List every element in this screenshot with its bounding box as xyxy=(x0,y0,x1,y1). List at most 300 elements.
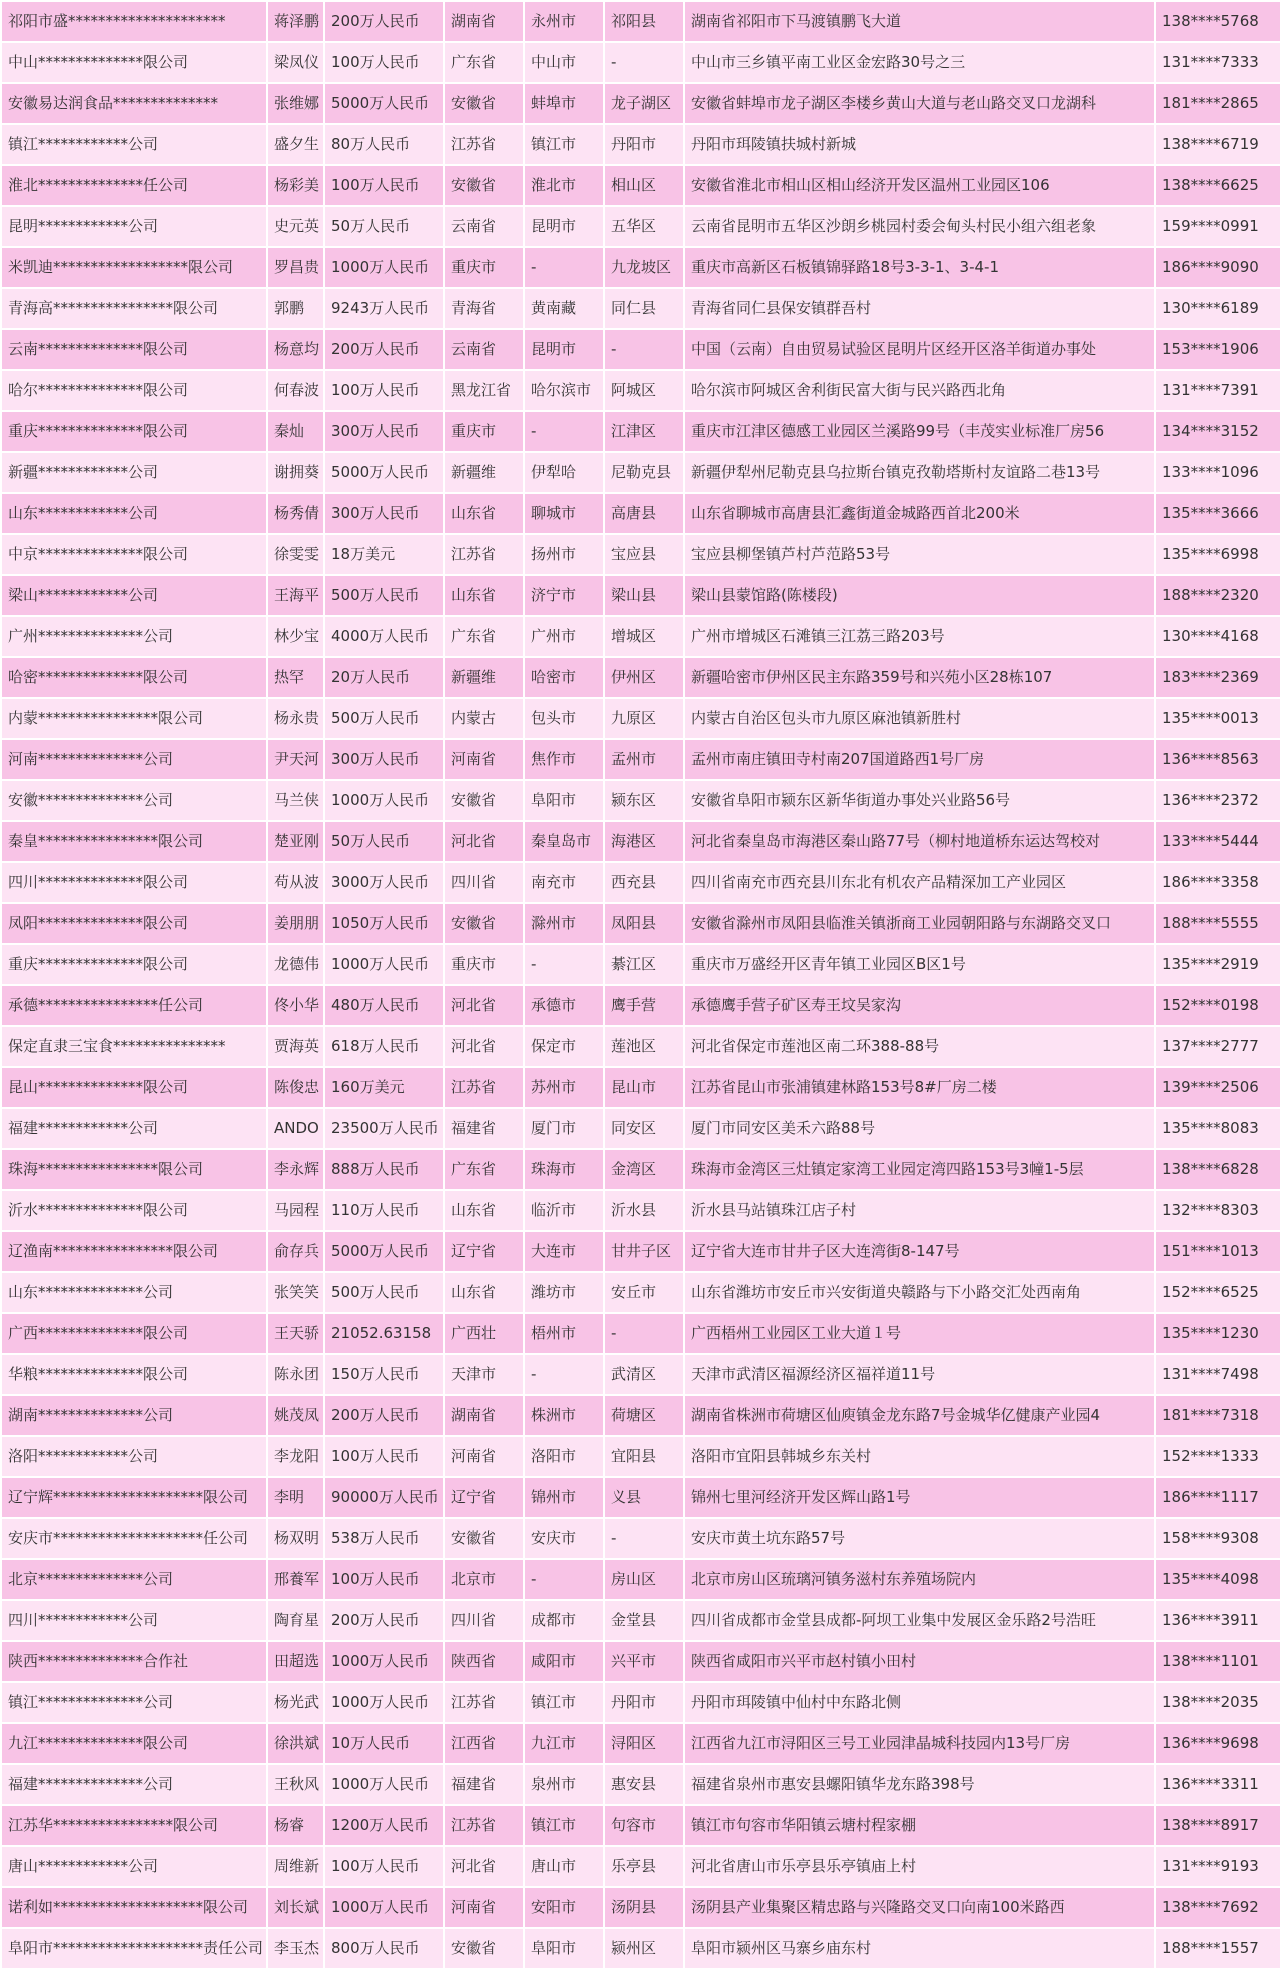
address-cell: 安徽省阜阳市颍东区新华街道办事处兴业路56号 xyxy=(684,780,1155,821)
district-cell: 尼勒克县 xyxy=(604,452,684,493)
legal-person-cell: 李明 xyxy=(267,1477,324,1518)
address-cell: 广州市增城区石滩镇三江荔三路203号 xyxy=(684,616,1155,657)
city-cell: 昆明市 xyxy=(524,329,604,370)
city-cell: 扬州市 xyxy=(524,534,604,575)
district-cell: 伊州区 xyxy=(604,657,684,698)
district-cell: 丹阳市 xyxy=(604,124,684,165)
company-name-cell: 福建************公司 xyxy=(1,1108,267,1149)
phone-cell: 130****6189 xyxy=(1155,288,1281,329)
legal-person-cell: 杨光武 xyxy=(267,1682,324,1723)
company-name-cell: 安徽**************公司 xyxy=(1,780,267,821)
address-cell: 江苏省昆山市张浦镇建林路153号8#厂房二楼 xyxy=(684,1067,1155,1108)
city-cell: 泉州市 xyxy=(524,1764,604,1805)
province-cell: 福建省 xyxy=(444,1764,524,1805)
phone-cell: 139****2506 xyxy=(1155,1067,1281,1108)
phone-cell: 137****2777 xyxy=(1155,1026,1281,1067)
registered-capital-cell: 110万人民币 xyxy=(324,1190,444,1231)
district-cell: 房山区 xyxy=(604,1559,684,1600)
province-cell: 河北省 xyxy=(444,1846,524,1887)
province-cell: 江苏省 xyxy=(444,1805,524,1846)
address-cell: 四川省南充市西充县川东北有机农产品精深加工产业园区 xyxy=(684,862,1155,903)
legal-person-cell: 邢養军 xyxy=(267,1559,324,1600)
province-cell: 云南省 xyxy=(444,329,524,370)
city-cell: 安阳市 xyxy=(524,1887,604,1928)
address-cell: 陕西省咸阳市兴平市赵村镇小田村 xyxy=(684,1641,1155,1682)
table-row xyxy=(1,1805,1281,1846)
city-cell: 昆明市 xyxy=(524,206,604,247)
table-body xyxy=(1,1,1281,1969)
district-cell: 西充县 xyxy=(604,862,684,903)
registered-capital-cell: 1000万人民币 xyxy=(324,780,444,821)
legal-person-cell: 林少宝 xyxy=(267,616,324,657)
phone-cell: 183****2369 xyxy=(1155,657,1281,698)
legal-person-cell: 李龙阳 xyxy=(267,1436,324,1477)
table-row xyxy=(1,411,1281,452)
address-cell: 江西省九江市浔阳区三号工业园津晶城科技园内13号厂房 xyxy=(684,1723,1155,1764)
registered-capital-cell: 9243万人民币 xyxy=(324,288,444,329)
phone-cell: 131****7391 xyxy=(1155,370,1281,411)
table-row xyxy=(1,534,1281,575)
phone-cell: 136****9698 xyxy=(1155,1723,1281,1764)
registered-capital-cell: 4000万人民币 xyxy=(324,616,444,657)
phone-cell: 135****1230 xyxy=(1155,1313,1281,1354)
phone-cell: 188****5555 xyxy=(1155,903,1281,944)
registered-capital-cell: 1000万人民币 xyxy=(324,1682,444,1723)
phone-cell: 186****1117 xyxy=(1155,1477,1281,1518)
district-cell: 颍东区 xyxy=(604,780,684,821)
province-cell: 山东省 xyxy=(444,1272,524,1313)
district-cell: 相山区 xyxy=(604,165,684,206)
table-row xyxy=(1,1231,1281,1272)
company-name-cell: 米凯迪******************限公司 xyxy=(1,247,267,288)
registered-capital-cell: 1000万人民币 xyxy=(324,1641,444,1682)
legal-person-cell: 田超选 xyxy=(267,1641,324,1682)
table-row xyxy=(1,1477,1281,1518)
phone-cell: 135****8083 xyxy=(1155,1108,1281,1149)
table-row xyxy=(1,1928,1281,1969)
table-row xyxy=(1,1887,1281,1928)
city-cell: 九江市 xyxy=(524,1723,604,1764)
address-cell: 新疆伊犁州尼勒克县乌拉斯台镇克孜勒塔斯村友谊路二巷13号 xyxy=(684,452,1155,493)
company-name-cell: 镇江**************公司 xyxy=(1,1682,267,1723)
city-cell: 保定市 xyxy=(524,1026,604,1067)
city-cell: - xyxy=(524,944,604,985)
company-name-cell: 辽渔南****************限公司 xyxy=(1,1231,267,1272)
phone-cell: 135****2919 xyxy=(1155,944,1281,985)
company-name-cell: 诺利如********************限公司 xyxy=(1,1887,267,1928)
city-cell: 聊城市 xyxy=(524,493,604,534)
table-row xyxy=(1,862,1281,903)
company-name-cell: 福建**************公司 xyxy=(1,1764,267,1805)
legal-person-cell: 杨永贵 xyxy=(267,698,324,739)
province-cell: 重庆市 xyxy=(444,411,524,452)
phone-cell: 135****3666 xyxy=(1155,493,1281,534)
address-cell: 洛阳市宜阳县韩城乡东关村 xyxy=(684,1436,1155,1477)
company-name-cell: 珠海****************限公司 xyxy=(1,1149,267,1190)
district-cell: - xyxy=(604,1313,684,1354)
city-cell: 包头市 xyxy=(524,698,604,739)
registered-capital-cell: 200万人民币 xyxy=(324,1600,444,1641)
city-cell: 淮北市 xyxy=(524,165,604,206)
legal-person-cell: 杨睿 xyxy=(267,1805,324,1846)
district-cell: 浔阳区 xyxy=(604,1723,684,1764)
table-row xyxy=(1,452,1281,493)
address-cell: 四川省成都市金堂县成都-阿坝工业集中发展区金乐路2号浩旺 xyxy=(684,1600,1155,1641)
table-row xyxy=(1,1436,1281,1477)
address-cell: 山东省潍坊市安丘市兴安街道央赣路与下小路交汇处西南角 xyxy=(684,1272,1155,1313)
city-cell: 临沂市 xyxy=(524,1190,604,1231)
legal-person-cell: 俞存兵 xyxy=(267,1231,324,1272)
province-cell: 辽宁省 xyxy=(444,1477,524,1518)
province-cell: 新疆维 xyxy=(444,657,524,698)
province-cell: 内蒙古 xyxy=(444,698,524,739)
registered-capital-cell: 160万美元 xyxy=(324,1067,444,1108)
address-cell: 厦门市同安区美禾六路88号 xyxy=(684,1108,1155,1149)
company-name-cell: 哈密**************限公司 xyxy=(1,657,267,698)
address-cell: 阜阳市颍州区马寨乡庙东村 xyxy=(684,1928,1155,1969)
district-cell: 乐亭县 xyxy=(604,1846,684,1887)
phone-cell: 136****3911 xyxy=(1155,1600,1281,1641)
company-name-cell: 青海高****************限公司 xyxy=(1,288,267,329)
city-cell: 珠海市 xyxy=(524,1149,604,1190)
province-cell: 安徽省 xyxy=(444,165,524,206)
table-row xyxy=(1,165,1281,206)
district-cell: - xyxy=(604,1518,684,1559)
company-name-cell: 中京**************限公司 xyxy=(1,534,267,575)
phone-cell: 133****5444 xyxy=(1155,821,1281,862)
phone-cell: 135****4098 xyxy=(1155,1559,1281,1600)
address-cell: 承德鹰手营子矿区寿王坟吴家沟 xyxy=(684,985,1155,1026)
address-cell: 梁山县蒙馆路(陈楼段) xyxy=(684,575,1155,616)
table-row xyxy=(1,657,1281,698)
address-cell: 河北省秦皇岛市海港区秦山路77号（柳村地道桥东运达驾校对 xyxy=(684,821,1155,862)
province-cell: 河南省 xyxy=(444,1436,524,1477)
company-name-cell: 昆明************公司 xyxy=(1,206,267,247)
province-cell: 重庆市 xyxy=(444,247,524,288)
district-cell: 龙子湖区 xyxy=(604,83,684,124)
phone-cell: 153****1906 xyxy=(1155,329,1281,370)
company-name-cell: 山东**************公司 xyxy=(1,1272,267,1313)
company-name-cell: 承德****************任公司 xyxy=(1,985,267,1026)
table-row xyxy=(1,1395,1281,1436)
city-cell: 承德市 xyxy=(524,985,604,1026)
city-cell: 滁州市 xyxy=(524,903,604,944)
legal-person-cell: 史元英 xyxy=(267,206,324,247)
table-row xyxy=(1,1190,1281,1231)
table-row xyxy=(1,1354,1281,1395)
company-name-cell: 祁阳市盛********************* xyxy=(1,1,267,42)
registered-capital-cell: 50万人民币 xyxy=(324,821,444,862)
phone-cell: 133****1096 xyxy=(1155,452,1281,493)
registered-capital-cell: 20万人民币 xyxy=(324,657,444,698)
legal-person-cell: 李永辉 xyxy=(267,1149,324,1190)
legal-person-cell: 杨意均 xyxy=(267,329,324,370)
province-cell: 广东省 xyxy=(444,616,524,657)
table-row xyxy=(1,124,1281,165)
district-cell: 綦江区 xyxy=(604,944,684,985)
district-cell: 丹阳市 xyxy=(604,1682,684,1723)
district-cell: 宜阳县 xyxy=(604,1436,684,1477)
city-cell: 苏州市 xyxy=(524,1067,604,1108)
province-cell: 河南省 xyxy=(444,739,524,780)
city-cell: 镇江市 xyxy=(524,124,604,165)
table-row xyxy=(1,1559,1281,1600)
district-cell: 同安区 xyxy=(604,1108,684,1149)
table-row xyxy=(1,1600,1281,1641)
table-row xyxy=(1,1067,1281,1108)
province-cell: 四川省 xyxy=(444,1600,524,1641)
legal-person-cell: 王天骄 xyxy=(267,1313,324,1354)
address-cell: 安庆市黄土坑东路57号 xyxy=(684,1518,1155,1559)
registered-capital-cell: 300万人民币 xyxy=(324,739,444,780)
table-row xyxy=(1,1272,1281,1313)
address-cell: 安徽省淮北市相山区相山经济开发区温州工业园区106 xyxy=(684,165,1155,206)
address-cell: 湖南省株洲市荷塘区仙庾镇金龙东路7号金城华亿健康产业园4 xyxy=(684,1395,1155,1436)
legal-person-cell: 徐雯雯 xyxy=(267,534,324,575)
table-row xyxy=(1,1108,1281,1149)
company-name-cell: 中山**************限公司 xyxy=(1,42,267,83)
address-cell: 辽宁省大连市甘井子区大连湾街8-147号 xyxy=(684,1231,1155,1272)
table-row xyxy=(1,288,1281,329)
registered-capital-cell: 100万人民币 xyxy=(324,1436,444,1477)
registered-capital-cell: 300万人民币 xyxy=(324,411,444,452)
address-cell: 重庆市万盛经开区青年镇工业园区B区1号 xyxy=(684,944,1155,985)
phone-cell: 135****6998 xyxy=(1155,534,1281,575)
phone-cell: 136****3311 xyxy=(1155,1764,1281,1805)
address-cell: 天津市武清区福源经济区福祥道11号 xyxy=(684,1354,1155,1395)
legal-person-cell: 郭鹏 xyxy=(267,288,324,329)
address-cell: 珠海市金湾区三灶镇定家湾工业园定湾四路153号3幢1-5层 xyxy=(684,1149,1155,1190)
district-cell: 兴平市 xyxy=(604,1641,684,1682)
phone-cell: 188****1557 xyxy=(1155,1928,1281,1969)
district-cell: 武清区 xyxy=(604,1354,684,1395)
legal-person-cell: 盛夕生 xyxy=(267,124,324,165)
registered-capital-cell: 150万人民币 xyxy=(324,1354,444,1395)
table-row xyxy=(1,1641,1281,1682)
table-row xyxy=(1,944,1281,985)
district-cell: 阿城区 xyxy=(604,370,684,411)
city-cell: 镇江市 xyxy=(524,1805,604,1846)
phone-cell: 138****7692 xyxy=(1155,1887,1281,1928)
legal-person-cell: 陈永团 xyxy=(267,1354,324,1395)
district-cell: 九原区 xyxy=(604,698,684,739)
phone-cell: 152****6525 xyxy=(1155,1272,1281,1313)
registered-capital-cell: 200万人民币 xyxy=(324,1,444,42)
table-row xyxy=(1,1149,1281,1190)
company-name-cell: 沂水**************限公司 xyxy=(1,1190,267,1231)
table-row xyxy=(1,206,1281,247)
address-cell: 宝应县柳堡镇芦村芦范路53号 xyxy=(684,534,1155,575)
registered-capital-cell: 618万人民币 xyxy=(324,1026,444,1067)
table-row xyxy=(1,1723,1281,1764)
company-name-cell: 阜阳市********************责任公司 xyxy=(1,1928,267,1969)
address-cell: 湖南省祁阳市下马渡镇鹏飞大道 xyxy=(684,1,1155,42)
district-cell: 昆山市 xyxy=(604,1067,684,1108)
registered-capital-cell: 888万人民币 xyxy=(324,1149,444,1190)
district-cell: 江津区 xyxy=(604,411,684,452)
city-cell: 咸阳市 xyxy=(524,1641,604,1682)
province-cell: 河北省 xyxy=(444,821,524,862)
company-name-cell: 洛阳************公司 xyxy=(1,1436,267,1477)
province-cell: 湖南省 xyxy=(444,1,524,42)
company-name-cell: 保定直隶三宝食*************** xyxy=(1,1026,267,1067)
district-cell: 义县 xyxy=(604,1477,684,1518)
address-cell: 北京市房山区琉璃河镇务滋村东养殖场院内 xyxy=(684,1559,1155,1600)
address-cell: 河北省保定市莲池区南二环388-88号 xyxy=(684,1026,1155,1067)
address-cell: 内蒙古自治区包头市九原区麻池镇新胜村 xyxy=(684,698,1155,739)
phone-cell: 159****0991 xyxy=(1155,206,1281,247)
district-cell: 汤阴县 xyxy=(604,1887,684,1928)
table-row xyxy=(1,903,1281,944)
province-cell: 河北省 xyxy=(444,985,524,1026)
phone-cell: 131****7498 xyxy=(1155,1354,1281,1395)
province-cell: 江苏省 xyxy=(444,534,524,575)
company-name-cell: 四川**************限公司 xyxy=(1,862,267,903)
registered-capital-cell: 500万人民币 xyxy=(324,698,444,739)
phone-cell: 138****5768 xyxy=(1155,1,1281,42)
address-cell: 孟州市南庄镇田寺村南207国道路西1号厂房 xyxy=(684,739,1155,780)
registered-capital-cell: 18万美元 xyxy=(324,534,444,575)
district-cell: 梁山县 xyxy=(604,575,684,616)
registered-capital-cell: 100万人民币 xyxy=(324,1846,444,1887)
address-cell: 中山市三乡镇平南工业区金宏路30号之三 xyxy=(684,42,1155,83)
phone-cell: 138****1101 xyxy=(1155,1641,1281,1682)
city-cell: 蚌埠市 xyxy=(524,83,604,124)
registered-capital-cell: 480万人民币 xyxy=(324,985,444,1026)
table-row xyxy=(1,42,1281,83)
table-row xyxy=(1,1682,1281,1723)
district-cell: 惠安县 xyxy=(604,1764,684,1805)
city-cell: 大连市 xyxy=(524,1231,604,1272)
province-cell: 江苏省 xyxy=(444,1682,524,1723)
city-cell: 南充市 xyxy=(524,862,604,903)
address-cell: 云南省昆明市五华区沙朗乡桃园村委会甸头村民小组六组老象 xyxy=(684,206,1155,247)
province-cell: 安徽省 xyxy=(444,1518,524,1559)
legal-person-cell: 张笑笑 xyxy=(267,1272,324,1313)
company-name-cell: 河南**************公司 xyxy=(1,739,267,780)
table-row xyxy=(1,780,1281,821)
address-cell: 哈尔滨市阿城区舍利街民富大街与民兴路西北角 xyxy=(684,370,1155,411)
company-name-cell: 内蒙****************限公司 xyxy=(1,698,267,739)
company-name-cell: 江苏华****************限公司 xyxy=(1,1805,267,1846)
registered-capital-cell: 100万人民币 xyxy=(324,42,444,83)
legal-person-cell: 姚茂凤 xyxy=(267,1395,324,1436)
province-cell: 广西壮 xyxy=(444,1313,524,1354)
company-name-cell: 湖南**************公司 xyxy=(1,1395,267,1436)
registered-capital-cell: 23500万人民币 xyxy=(324,1108,444,1149)
province-cell: 河南省 xyxy=(444,1887,524,1928)
province-cell: 湖南省 xyxy=(444,1395,524,1436)
address-cell: 安徽省滁州市凤阳县临淮关镇浙商工业园朝阳路与东湖路交叉口 xyxy=(684,903,1155,944)
legal-person-cell: 陈俊忠 xyxy=(267,1067,324,1108)
district-cell: 同仁县 xyxy=(604,288,684,329)
legal-person-cell: 杨彩美 xyxy=(267,165,324,206)
legal-person-cell: 马兰侠 xyxy=(267,780,324,821)
phone-cell: 181****7318 xyxy=(1155,1395,1281,1436)
city-cell: 黄南藏 xyxy=(524,288,604,329)
legal-person-cell: 龙德伟 xyxy=(267,944,324,985)
district-cell: 海港区 xyxy=(604,821,684,862)
city-cell: - xyxy=(524,247,604,288)
company-name-cell: 四川************公司 xyxy=(1,1600,267,1641)
table-row xyxy=(1,83,1281,124)
legal-person-cell: 楚亚刚 xyxy=(267,821,324,862)
address-cell: 青海省同仁县保安镇群吾村 xyxy=(684,288,1155,329)
province-cell: 天津市 xyxy=(444,1354,524,1395)
phone-cell: 151****1013 xyxy=(1155,1231,1281,1272)
registered-capital-cell: 500万人民币 xyxy=(324,1272,444,1313)
province-cell: 安徽省 xyxy=(444,780,524,821)
district-cell: 增城区 xyxy=(604,616,684,657)
company-name-cell: 重庆**************限公司 xyxy=(1,944,267,985)
province-cell: 福建省 xyxy=(444,1108,524,1149)
table-row xyxy=(1,1313,1281,1354)
legal-person-cell: 张维娜 xyxy=(267,83,324,124)
phone-cell: 135****0013 xyxy=(1155,698,1281,739)
table-row xyxy=(1,493,1281,534)
legal-person-cell: 王海平 xyxy=(267,575,324,616)
district-cell: 宝应县 xyxy=(604,534,684,575)
registered-capital-cell: 800万人民币 xyxy=(324,1928,444,1969)
company-name-cell: 安徽易达润食品************** xyxy=(1,83,267,124)
table-row xyxy=(1,616,1281,657)
legal-person-cell: ANDO xyxy=(267,1108,324,1149)
district-cell: 金湾区 xyxy=(604,1149,684,1190)
city-cell: 广州市 xyxy=(524,616,604,657)
legal-person-cell: 马园程 xyxy=(267,1190,324,1231)
legal-person-cell: 李玉杰 xyxy=(267,1928,324,1969)
city-cell: 哈尔滨市 xyxy=(524,370,604,411)
city-cell: 梧州市 xyxy=(524,1313,604,1354)
city-cell: 成都市 xyxy=(524,1600,604,1641)
phone-cell: 134****3152 xyxy=(1155,411,1281,452)
city-cell: 锦州市 xyxy=(524,1477,604,1518)
phone-cell: 188****2320 xyxy=(1155,575,1281,616)
district-cell: - xyxy=(604,329,684,370)
phone-cell: 138****2035 xyxy=(1155,1682,1281,1723)
city-cell: 阜阳市 xyxy=(524,780,604,821)
address-cell: 丹阳市珥陵镇扶城村新城 xyxy=(684,124,1155,165)
registered-capital-cell: 1000万人民币 xyxy=(324,1887,444,1928)
district-cell: 沂水县 xyxy=(604,1190,684,1231)
company-name-cell: 梁山************公司 xyxy=(1,575,267,616)
city-cell: 焦作市 xyxy=(524,739,604,780)
legal-person-cell: 杨秀倩 xyxy=(267,493,324,534)
city-cell: 潍坊市 xyxy=(524,1272,604,1313)
registered-capital-cell: 1000万人民币 xyxy=(324,944,444,985)
province-cell: 重庆市 xyxy=(444,944,524,985)
legal-person-cell: 何春波 xyxy=(267,370,324,411)
district-cell: - xyxy=(604,42,684,83)
company-name-cell: 重庆**************限公司 xyxy=(1,411,267,452)
address-cell: 锦州七里河经济开发区辉山路1号 xyxy=(684,1477,1155,1518)
registered-capital-cell: 1050万人民币 xyxy=(324,903,444,944)
registered-capital-cell: 538万人民币 xyxy=(324,1518,444,1559)
legal-person-cell: 秦灿 xyxy=(267,411,324,452)
city-cell: 洛阳市 xyxy=(524,1436,604,1477)
address-cell: 重庆市江津区德感工业园区兰溪路99号（丰茂实业标准厂房56 xyxy=(684,411,1155,452)
phone-cell: 138****6828 xyxy=(1155,1149,1281,1190)
province-cell: 广东省 xyxy=(444,1149,524,1190)
table-row xyxy=(1,1764,1281,1805)
company-name-cell: 淮北**************任公司 xyxy=(1,165,267,206)
legal-person-cell: 刘长斌 xyxy=(267,1887,324,1928)
registered-capital-cell: 200万人民币 xyxy=(324,1395,444,1436)
legal-person-cell: 徐洪斌 xyxy=(267,1723,324,1764)
registered-capital-cell: 300万人民币 xyxy=(324,493,444,534)
phone-cell: 152****1333 xyxy=(1155,1436,1281,1477)
registered-capital-cell: 1200万人民币 xyxy=(324,1805,444,1846)
